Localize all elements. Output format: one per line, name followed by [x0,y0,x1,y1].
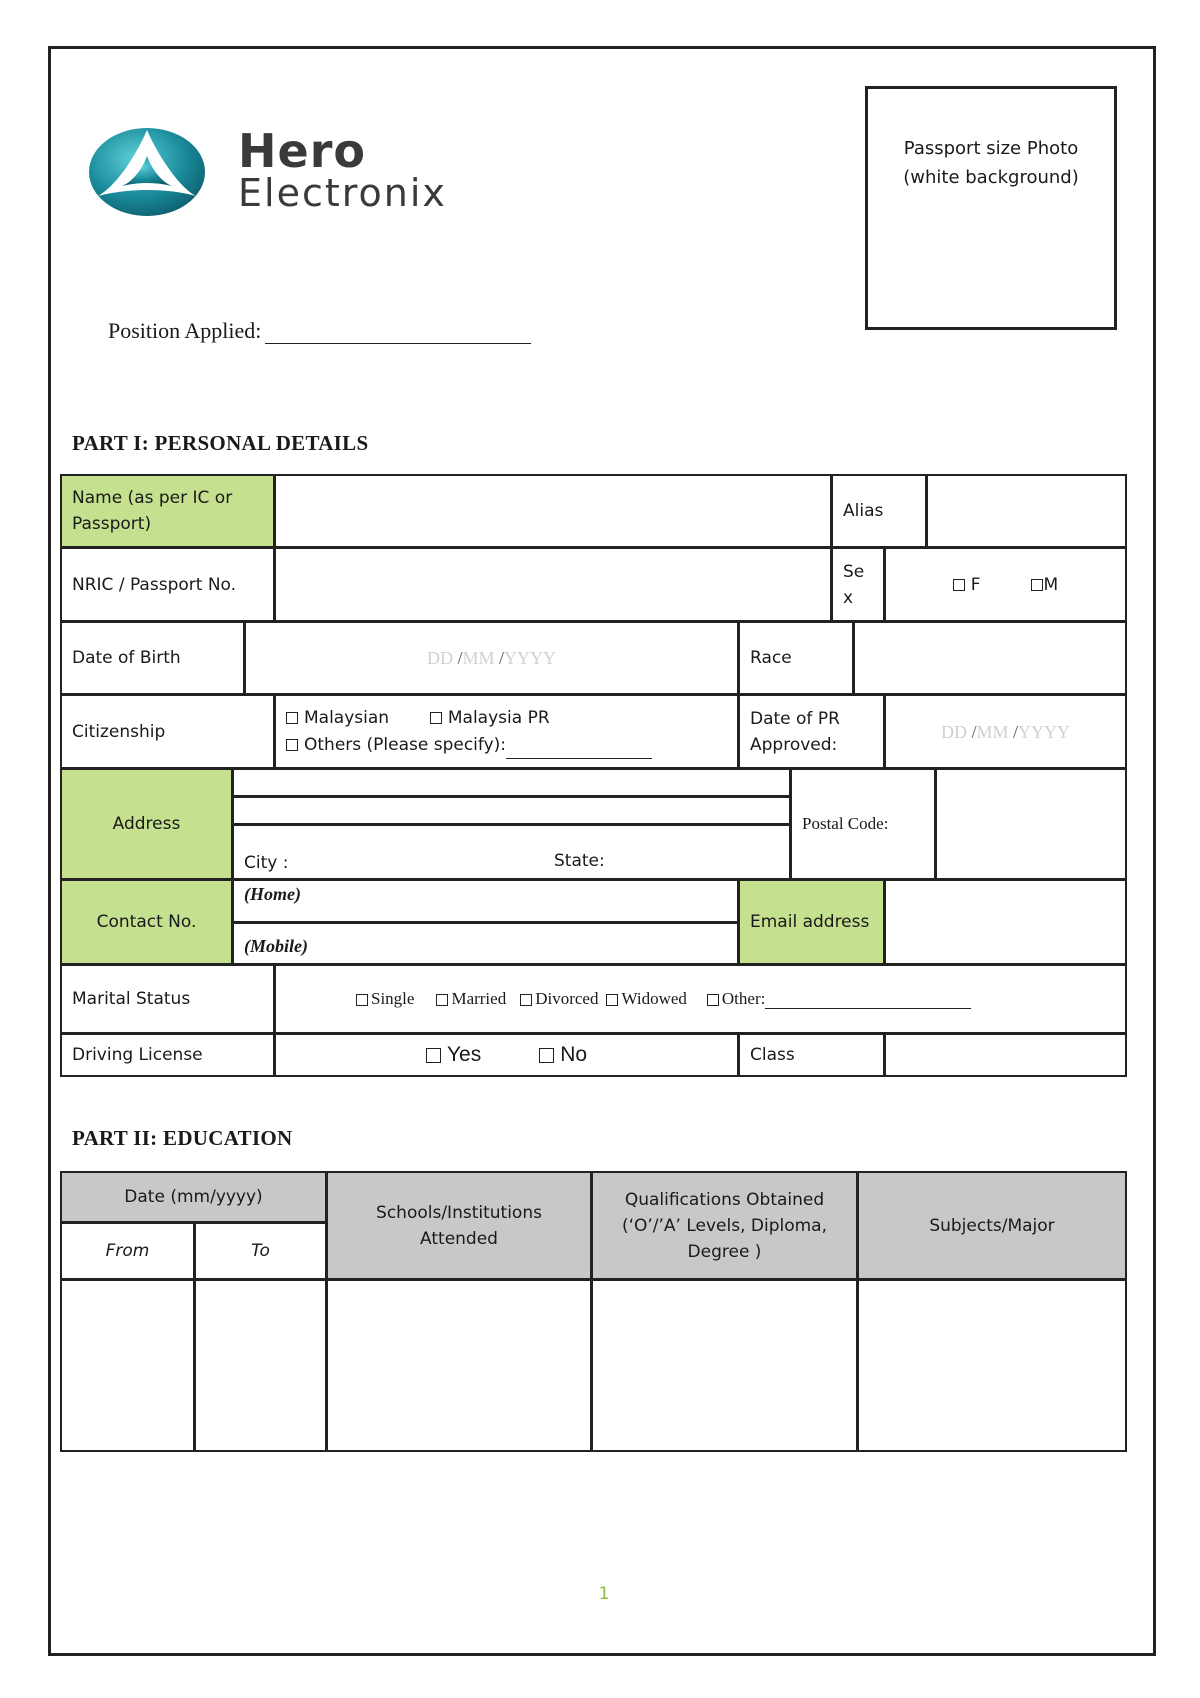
hero-logo-icon [88,126,206,218]
malaysian-checkbox[interactable] [286,712,298,724]
position-applied-label: Position Applied: [108,318,262,343]
dob-field[interactable]: DD /MM /YYYY [244,621,739,695]
license-yes-option[interactable]: Yes [426,1042,481,1068]
name-field[interactable] [274,474,832,548]
sex-label: Se x [831,547,885,622]
photo-caption-line2: (white background) [903,167,1079,188]
to-header: To [194,1222,327,1280]
others-checkbox[interactable] [286,739,298,751]
others-specify-field[interactable] [506,740,652,759]
postal-code-field[interactable] [935,768,1127,880]
edu-subjects-cell[interactable] [857,1279,1127,1452]
race-field[interactable] [853,621,1127,695]
city-label: City : [244,853,289,873]
position-applied-field[interactable] [265,323,531,344]
edu-school-cell[interactable] [326,1279,592,1452]
contact-label: Contact No. [60,879,233,965]
marital-other-field[interactable] [765,990,971,1009]
sex-f-checkbox[interactable] [953,579,965,591]
driving-license-options [274,1033,739,1077]
subjects-header: Subjects/Major [857,1171,1127,1280]
class-label: Class [738,1033,885,1077]
sex-f-option[interactable]: F [953,572,981,598]
nric-label: NRIC / Passport No. [60,547,275,622]
pr-date-label: Date of PR Approved: [738,694,885,769]
pr-date-field[interactable]: DD /MM /YYYY [884,694,1127,769]
date-header: Date (mm/yyyy) [60,1171,327,1223]
marital-married-option[interactable]: Married [436,986,506,1012]
sex-m-option[interactable]: M [1031,572,1059,598]
address-label: Address [60,768,233,880]
sex-options [884,547,1127,622]
marital-widowed-option[interactable]: Widowed [606,986,686,1012]
passport-photo-box[interactable] [865,86,1117,330]
sex-m-checkbox[interactable] [1031,579,1043,591]
brand-name-line1: Hero [238,124,366,178]
address-line2-field[interactable] [232,796,791,825]
dob-label: Date of Birth [60,621,245,695]
citizenship-pr-option[interactable]: Malaysia PR [430,708,550,728]
part2-title: PART II: EDUCATION [72,1126,293,1150]
edu-to-cell[interactable] [194,1279,327,1452]
address-line1-field[interactable] [232,768,791,797]
marital-divorced-option[interactable]: Divorced [520,986,598,1012]
citizenship-malaysian-option[interactable]: Malaysian [286,708,389,728]
citizenship-label: Citizenship [60,694,275,769]
citizenship-others-option[interactable]: Others (Please specify): [286,735,506,755]
malaysia-pr-checkbox[interactable] [430,712,442,724]
marital-single-option[interactable]: Single [356,986,414,1012]
driving-license-label: Driving License [60,1033,275,1077]
photo-caption-line1: Passport size Photo [903,138,1079,159]
address-city-state-row[interactable] [232,824,791,880]
schools-header: Schools/Institutions Attended [326,1171,592,1280]
race-label: Race [738,621,854,695]
from-header: From [60,1222,195,1280]
position-applied [108,318,531,344]
marital-label: Marital Status [60,964,275,1034]
state-label: State: [554,851,605,871]
class-field[interactable] [884,1033,1127,1077]
home-phone-field[interactable]: (Home) [232,879,739,923]
marital-options [274,964,1127,1034]
nric-field[interactable] [274,547,832,622]
qualifications-header: Qualifications Obtained (‘O’/’A’ Levels, Diploma, Degree ) [591,1171,858,1280]
license-no-option[interactable]: No [539,1042,587,1068]
edu-qualification-cell[interactable] [591,1279,858,1452]
alias-field[interactable] [926,474,1127,548]
edu-from-cell[interactable] [60,1279,195,1452]
postal-code-label: Postal Code: [790,768,936,880]
mobile-phone-field[interactable]: (Mobile) [232,922,739,965]
alias-label: Alias [831,474,927,548]
marital-other-option[interactable]: Other: [707,986,765,1012]
brand-name-line2: Electronix [238,171,447,215]
part1-title: PART I: PERSONAL DETAILS [72,431,369,455]
page-number: 1 [598,1584,610,1604]
email-field[interactable] [884,879,1127,965]
email-label: Email address [738,879,885,965]
name-label: Name (as per IC or Passport) [60,474,275,548]
citizenship-options [274,694,739,769]
